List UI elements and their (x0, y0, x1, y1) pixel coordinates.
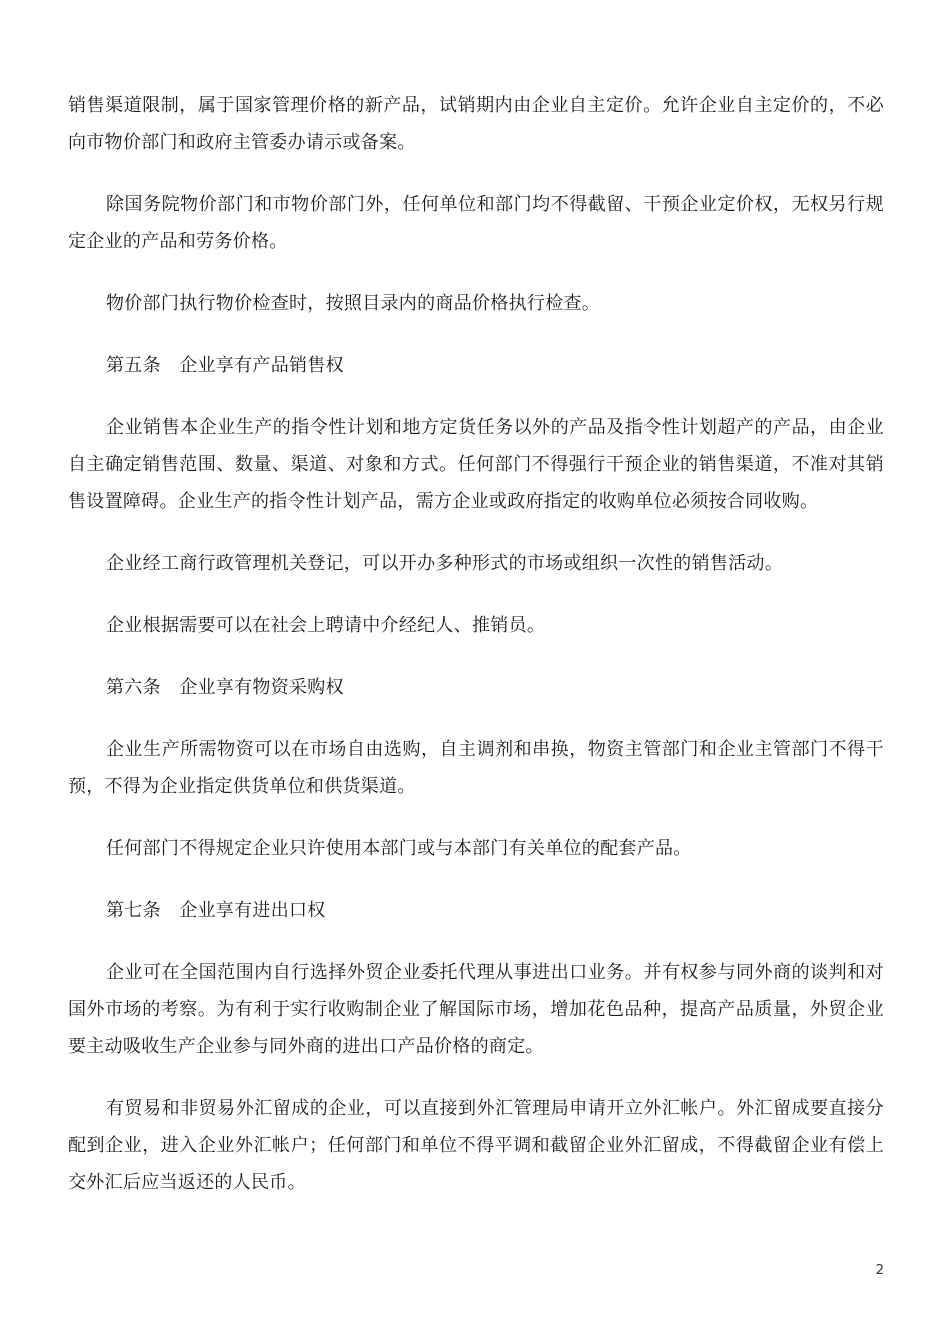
paragraph: 销售渠道限制，属于国家管理价格的新产品，试销期内由企业自主定价。允许企业自主定价的，不必向市物价部门和政府主管委办请示或备案。 (68, 95, 884, 153)
paragraph: 企业经工商行政管理机关登记，可以开办多种形式的市场或组织一次性的销售活动。 (106, 553, 784, 574)
paragraph: 物价部门执行物价检查时，按照目录内的商品价格执行检查。 (106, 293, 601, 314)
paragraph: 任何部门不得规定企业只许使用本部门或与本部门有关单位的配套产品。 (106, 838, 692, 859)
paragraph: 企业可在全国范围内自行选择外贸企业委托代理从事进出口业务。并有权参与同外商的谈判和对国外市场的考察。为有利于实行收购制企业了解国际市场，增加花色品种，提高产品质量，外贸企业要主动吸收生产企业参与同外商的进出口产品价格的商定。 (68, 962, 884, 1057)
article-heading: 第七条 企业享有进出口权 (106, 900, 326, 921)
article-heading: 第六条 企业享有物资采购权 (106, 677, 344, 698)
article-heading: 第五条 企业享有产品销售权 (106, 355, 344, 376)
paragraph: 企业生产所需物资可以在市场自由选购，自主调剂和串换，物资主管部门和企业主管部门不得干预，不得为企业指定供货单位和供货渠道。 (68, 739, 884, 797)
paragraph: 有贸易和非贸易外汇留成的企业，可以直接到外汇管理局申请开立外汇帐户。外汇留成要直接分配到企业，进入企业外汇帐户；任何部门和单位不得平调和截留企业外汇留成，不得截留企业有偿上交外汇后应当返还的人民币。 (68, 1098, 884, 1193)
document-body (68, 87, 884, 1226)
page-number: 2 (875, 1263, 884, 1278)
paragraph: 除国务院物价部门和市物价部门外，任何单位和部门均不得截留、干预企业定价权，无权另行规定企业的产品和劳务价格。 (68, 194, 884, 252)
paragraph: 企业根据需要可以在社会上聘请中介经纪人、推销员。 (106, 615, 546, 636)
paragraph: 企业销售本企业生产的指令性计划和地方定货任务以外的产品及指令性计划超产的产品，由企业自主确定销售范围、数量、渠道、对象和方式。任何部门不得强行干预企业的销售渠道，不准对其销售设置障碍。企业生产的指令性计划产品，需方企业或政府指定的收购单位必须按合同收购。 (68, 417, 884, 512)
